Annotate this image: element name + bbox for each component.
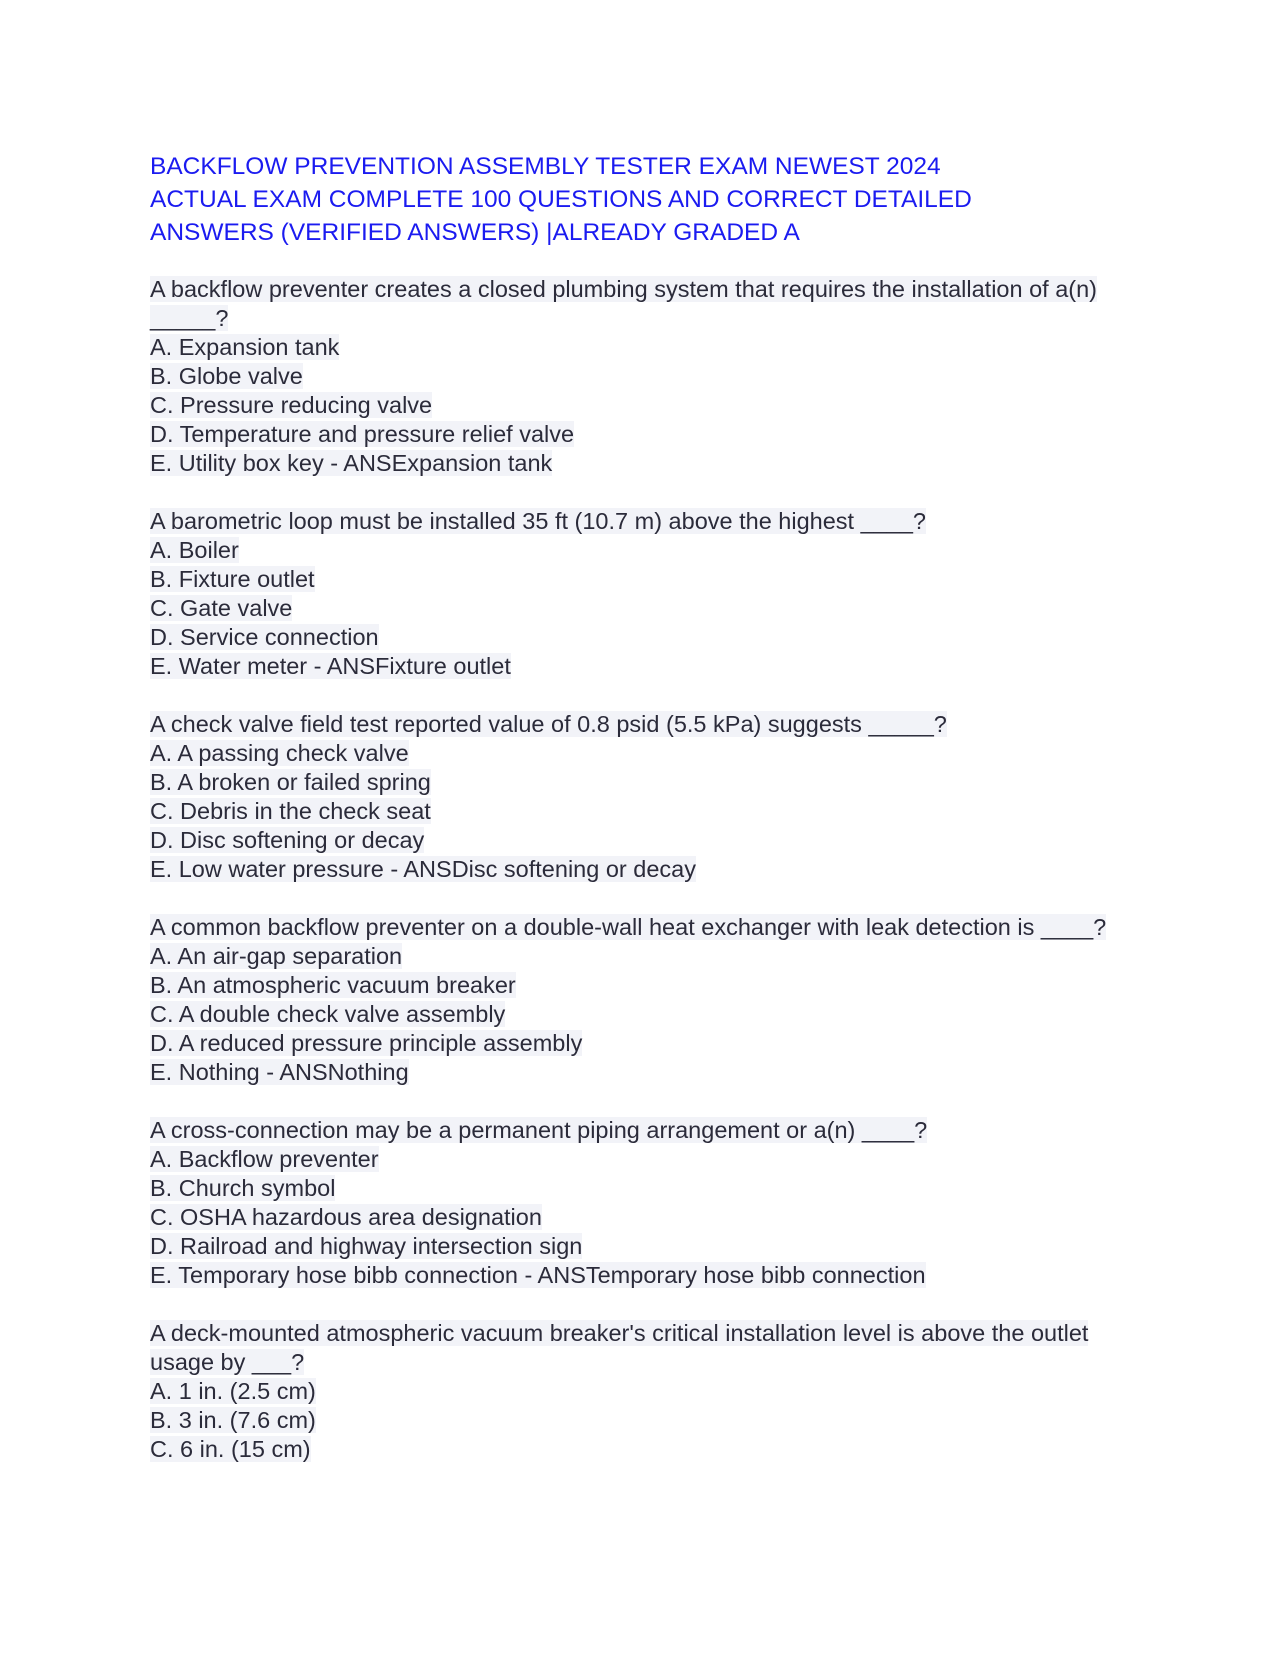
question-text: A backflow preventer creates a closed plumbing system that requires the installation of a(n) _____? [150,276,1098,331]
answer-option: B. Globe valve [150,363,303,389]
answer-option: B. Fixture outlet [150,566,315,592]
question-block [150,913,1130,1087]
question-block [150,507,1130,681]
answer-option-with-answer: E. Water meter - ANSFixture outlet [150,653,511,679]
answer-option: B. An atmospheric vacuum breaker [150,972,516,998]
question-block [150,275,1130,478]
answer-option: A. An air-gap separation [150,943,403,969]
answer-option: C. Pressure reducing valve [150,392,433,418]
answer-option: B. Church symbol [150,1175,336,1201]
question-text: A common backflow preventer on a double-wall heat exchanger with leak detection is ____? [150,914,1107,940]
document-page [150,150,1130,1493]
answer-option: C. 6 in. (15 cm) [150,1436,311,1462]
answer-option: D. Railroad and highway intersection sign [150,1233,583,1259]
answer-option-with-answer: E. Temporary hose bibb connection - ANSTemporary hose bibb connection [150,1262,926,1288]
question-text: A cross-connection may be a permanent piping arrangement or a(n) ____? [150,1117,928,1143]
answer-option-with-answer: E. Nothing - ANSNothing [150,1059,409,1085]
answer-option: C. A double check valve assembly [150,1001,506,1027]
answer-option: A. A passing check valve [150,740,409,766]
answer-option: C. Debris in the check seat [150,798,431,824]
answer-option: D. Service connection [150,624,379,650]
answer-option: C. Gate valve [150,595,293,621]
answer-option: B. 3 in. (7.6 cm) [150,1407,316,1433]
question-block [150,1116,1130,1290]
answer-option: D. A reduced pressure principle assembly [150,1030,583,1056]
answer-option: D. Disc softening or decay [150,827,425,853]
answer-option: D. Temperature and pressure relief valve [150,421,575,447]
answer-option: C. OSHA hazardous area designation [150,1204,542,1230]
answer-option: A. Boiler [150,537,239,563]
question-block [150,1319,1130,1464]
answer-option-with-answer: E. Low water pressure - ANSDisc softening or decay [150,856,696,882]
question-block [150,710,1130,884]
answer-option: A. 1 in. (2.5 cm) [150,1378,316,1404]
question-text: A barometric loop must be installed 35 ft (10.7 m) above the highest ____? [150,508,926,534]
answer-option-with-answer: E. Utility box key - ANSExpansion tank [150,450,553,476]
answer-option: A. Backflow preventer [150,1146,379,1172]
answer-option: B. A broken or failed spring [150,769,431,795]
document-title: BACKFLOW PREVENTION ASSEMBLY TESTER EXAM NEWEST 2024 ACTUAL EXAM COMPLETE 100 QUESTIONS AND CORRECT DETAILED ANSWERS (VERIFIED ANSWERS) |ALREADY GRADED A [150,153,972,246]
answer-option: A. Expansion tank [150,334,340,360]
question-text: A deck-mounted atmospheric vacuum breaker's critical installation level is above the outlet usage by ___? [150,1320,1089,1375]
question-text: A check valve field test reported value of 0.8 psid (5.5 kPa) suggests _____? [150,711,947,737]
